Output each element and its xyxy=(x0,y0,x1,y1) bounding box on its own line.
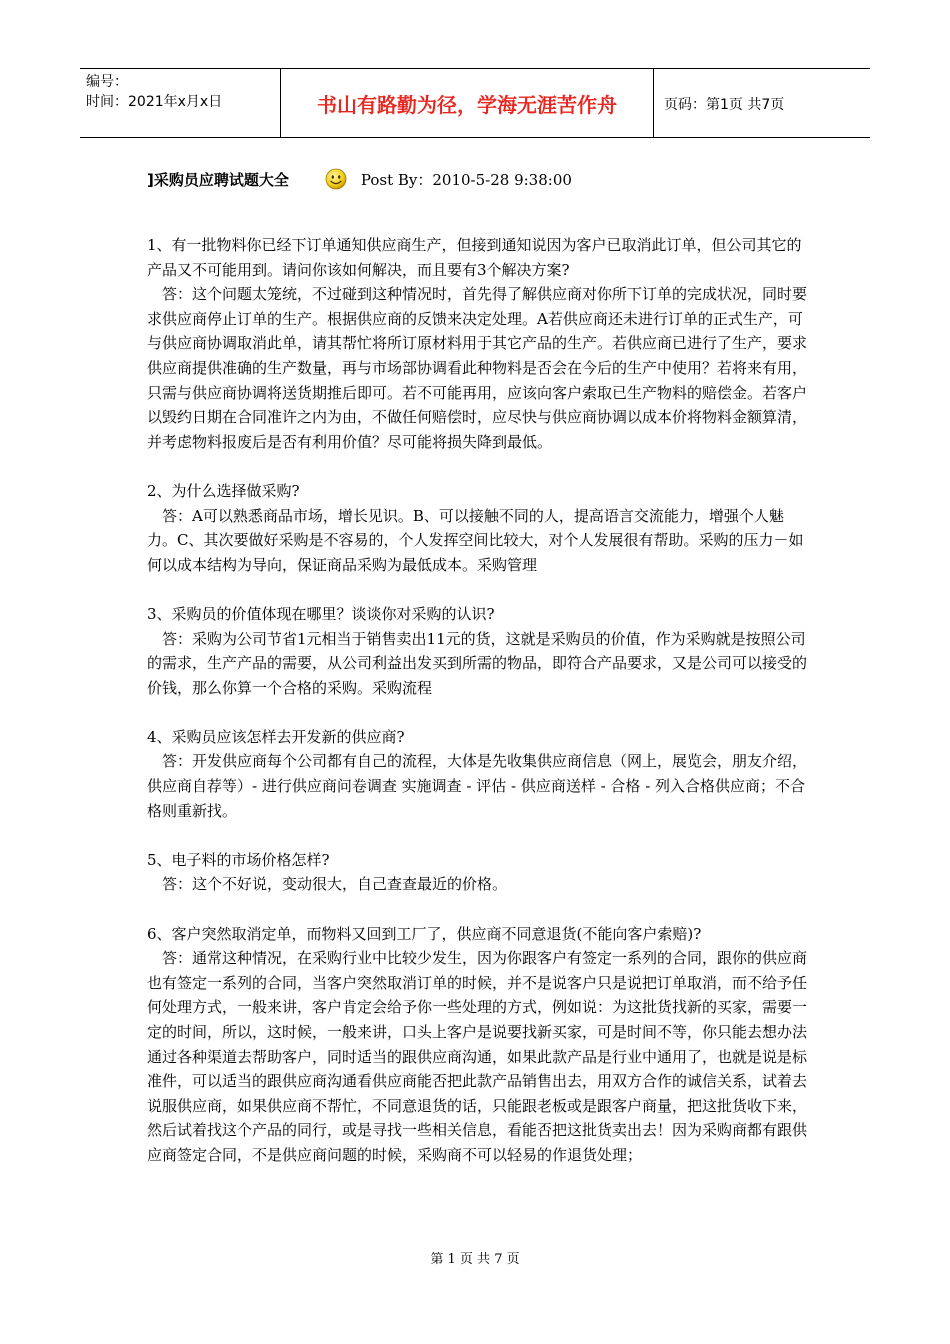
header-motto-cell xyxy=(281,69,653,137)
page-footer: 第 1 页 共 7 页 xyxy=(430,1252,520,1267)
post-title-row xyxy=(147,166,572,192)
answer-5: 答：这个不好说，变动很大，自己查查最近的价格。 xyxy=(162,875,508,894)
post-by: Post By：2010-5-28 9:38:00 xyxy=(360,170,572,189)
qa-content xyxy=(147,233,807,1192)
question-5: 5、电子料的市场价格怎样? xyxy=(147,850,330,869)
answer-6: 答：通常这种情况，在采购行业中比较少发生，因为你跟客户有签定一系列的合同，跟你的供应商也有签定一系列的合同，当客户突然取消订单的时候，并不是说客户只是说把订单取消，而不给予任何处理方式，一般来讲，客户肯定会给予你一些处理的方式，例如说：为这批货找新的买家，需要一定的时间，所以，这时候，一般来讲，口头上客户是说要找新买家，可是时间不等，你只能去想办法通过各种渠道去帮助客户，同时适当的跟供应商沟通，如果此款产品是行业中通用了，也就是说是标准件，可以适当的跟供应商沟通看供应商能否把此款产品销售出去，用双方合作的诚信关系，试着去说服供应商，如果供应商不帮忙，不同意退货的话，只能跟老板或是跟客户商量，把这批货收下来，然后试着找这个产品的同行，或是寻找一些相关信息，看能否把这批货卖出去！因为采购商都有跟供应商签定合同，不是供应商问题的时候，采购商不可以轻易的作退货处理； xyxy=(147,949,808,1164)
question-4: 4、采购员应该怎样去开发新的供应商? xyxy=(147,727,405,746)
document-time-label: 时间：2021年x月x日 xyxy=(86,94,223,110)
answer-1: 答：这个问题太笼统，不过碰到这种情况时，首先得了解供应商对你所下订单的完成状况，同时要求供应商停止订单的生产。根据供应商的反馈来决定处理。A若供应商还未进行订单的正式生产，可与供应商协调取消此单，请其帮忙将所订原材料用于其它产品的生产。若供应商已进行了生产，要求供应商提供准确的生产数量，再与市场部协调看此种物料是否会在今后的生产中使用？若将来有用，只需与供应商协调将送货期推后即可。若不可能再用，应该向客户索取已生产物料的赔偿金。若客户以毁约日期在合同准许之内为由，不做任何赔偿时，应尽快与供应商协调以成本价将物料金额算清，并考虑物料报废后是否有利用价值？尽可能将损失降到最低。 xyxy=(147,285,808,451)
question-1: 1、有一批物料你已经下订单通知供应商生产，但接到通知说因为客户已取消此订单，但公司其它的产品又不可能用到。请问你该如何解决，而且要有3个解决方案? xyxy=(147,236,802,279)
question-6: 6、客户突然取消定单，而物料又回到工厂了，供应商不同意退货(不能向客户索赔)? xyxy=(147,924,702,943)
page-header xyxy=(80,68,870,138)
smiley-icon xyxy=(325,168,347,190)
question-3: 3、采购员的价值体现在哪里？谈谈你对采购的认识? xyxy=(147,604,495,623)
answer-3: 答：采购为公司节省1元相当于销售卖出11元的货，这就是采购员的价值，作为采购就是按照公司的需求，生产产品的需要，从公司利益出发买到所需的物品，即符合产品要求，又是公司可以接受的价钱，那么你算一个合格的采购。采购流程 xyxy=(147,629,808,697)
question-2: 2、为什么选择做采购? xyxy=(147,481,300,500)
post-title: ]采购员应聘试题大全 xyxy=(147,170,289,189)
answer-2: 答：A可以熟悉商品市场，增长见识。B、可以接触不同的人，提高语言交流能力，增强个人魅力。C、其次要做好采购是不容易的，个人发挥空间比较大，对个人发展很有帮助。采购的压力－如何以成本结构为导向，保证商品采购为最低成本。采购管理 xyxy=(147,506,804,574)
header-page-code: 页码：第1页 共7页 xyxy=(664,97,785,113)
answer-4: 答：开发供应商每个公司都有自己的流程，大体是先收集供应商信息（网上，展览会，朋友介绍，供应商自荐等）- 进行供应商问卷调查 实施调查 - 评估 - 供应商送样 - 合格 - 列入合格供应商；不合格则重新找。 xyxy=(147,752,808,820)
header-meta-cell xyxy=(80,69,281,137)
document-number-label: 编号： xyxy=(86,74,128,90)
header-page-cell xyxy=(653,69,871,137)
header-motto: 书山有路勤为径，学海无涯苦作舟 xyxy=(317,92,617,117)
